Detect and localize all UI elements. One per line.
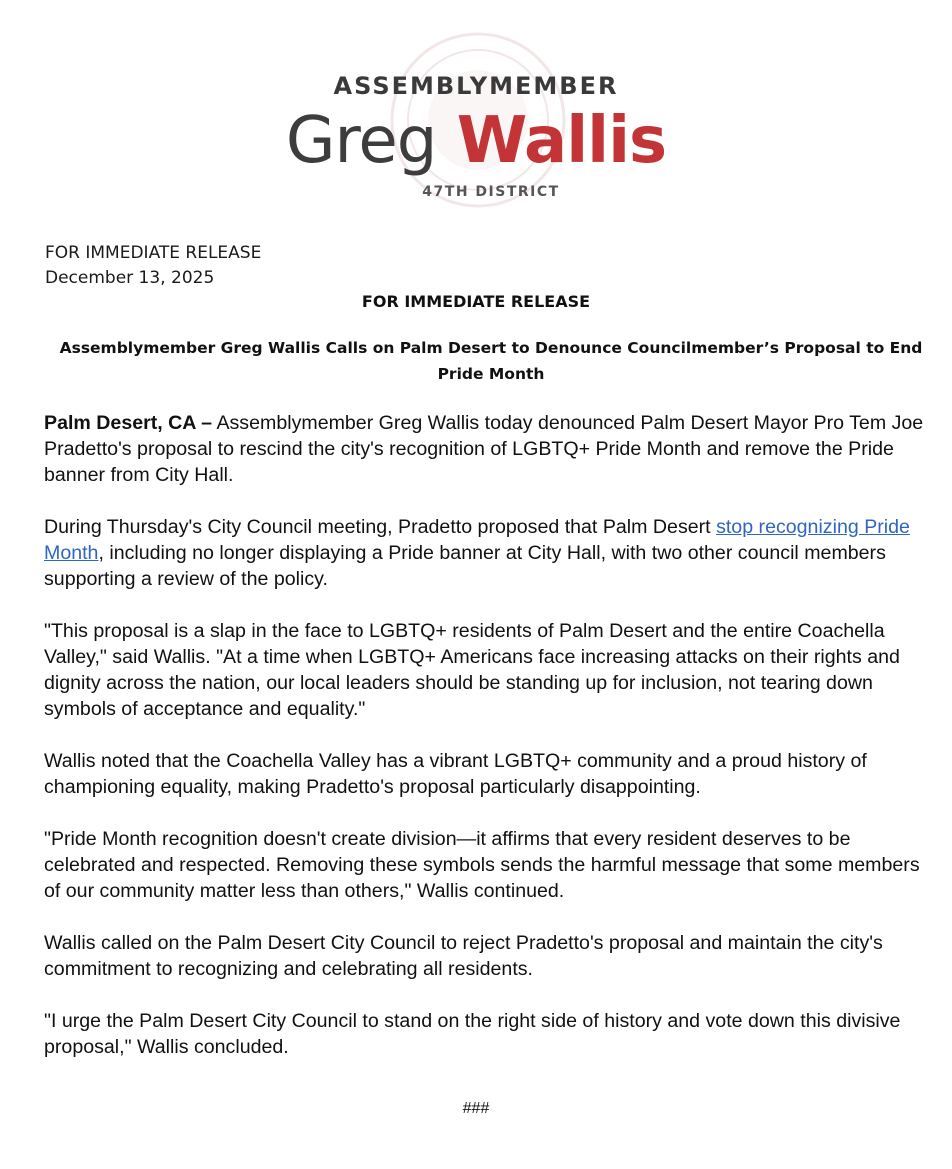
release-body xyxy=(44,410,936,1086)
paragraph-1-text: Assemblymember Greg Wallis today denounced Palm Desert Mayor Pro Tem Joe Pradetto's proposal to rescind the city's recognition of LGBTQ+ Pride Month and remove the Pride banner from City Hall. xyxy=(44,412,924,486)
headline-line-1: Assemblymember Greg Wallis Calls on Palm Desert to Denounce Councilmember’s Proposal to End xyxy=(59,339,923,357)
letterhead-last-name: Wallis xyxy=(456,104,667,178)
letterhead-first-name: Greg xyxy=(285,104,437,178)
letterhead-title: ASSEMBLYMEMBER xyxy=(333,72,619,100)
paragraph-5: "Pride Month recognition doesn't create division—it affirms that every resident deserves to be celebrated and respected. Removing these symbols sends the harmful message that some members of our community matter less than others," Wallis continued. xyxy=(44,828,920,902)
headline-line-2: Pride Month xyxy=(437,365,545,383)
dateline: Palm Desert, CA – xyxy=(44,412,213,434)
paragraph-4: Wallis noted that the Coachella Valley has a vibrant LGBTQ+ community and a proud history of championing equality, making Pradetto's proposal particularly disappointing. xyxy=(44,750,867,798)
paragraph-3: "This proposal is a slap in the face to LGBTQ+ residents of Palm Desert and the entire Coachella Valley," said Wallis. "At a time when LGBTQ+ Americans face increasing attacks on their rights and dignity across the nation, our local leaders should be standing up for inclusion, not tearing down symbols of acceptance and equality." xyxy=(44,620,900,720)
paragraph-7: "I urge the Palm Desert City Council to stand on the right side of history and vote down this divisive proposal," Wallis concluded. xyxy=(44,1010,901,1058)
paragraph-2 xyxy=(44,514,936,592)
paragraph-2-text-before: During Thursday's City Council meeting, Pradetto proposed that Palm Desert xyxy=(44,516,717,538)
stop-recognizing-pride-month-link[interactable]: stop recognizing Pride Month xyxy=(44,516,910,564)
letterhead-name xyxy=(0,102,952,180)
letterhead-district: 47TH DISTRICT xyxy=(422,184,560,200)
end-mark: ### xyxy=(462,1100,490,1117)
release-date: December 13, 2025 xyxy=(45,268,215,288)
headline xyxy=(40,335,942,387)
release-label-centered: FOR IMMEDIATE RELEASE xyxy=(361,292,591,311)
paragraph-6: Wallis called on the Palm Desert City Council to reject Pradetto's proposal and maintain the city's commitment to recognizing and celebrating all residents. xyxy=(44,932,883,980)
release-header xyxy=(45,241,261,291)
paragraph-1 xyxy=(44,410,936,488)
release-label: FOR IMMEDIATE RELEASE xyxy=(45,243,262,263)
paragraph-2-text-after: , including no longer displaying a Pride banner at City Hall, with two other council members supporting a review of the policy. xyxy=(44,542,886,590)
